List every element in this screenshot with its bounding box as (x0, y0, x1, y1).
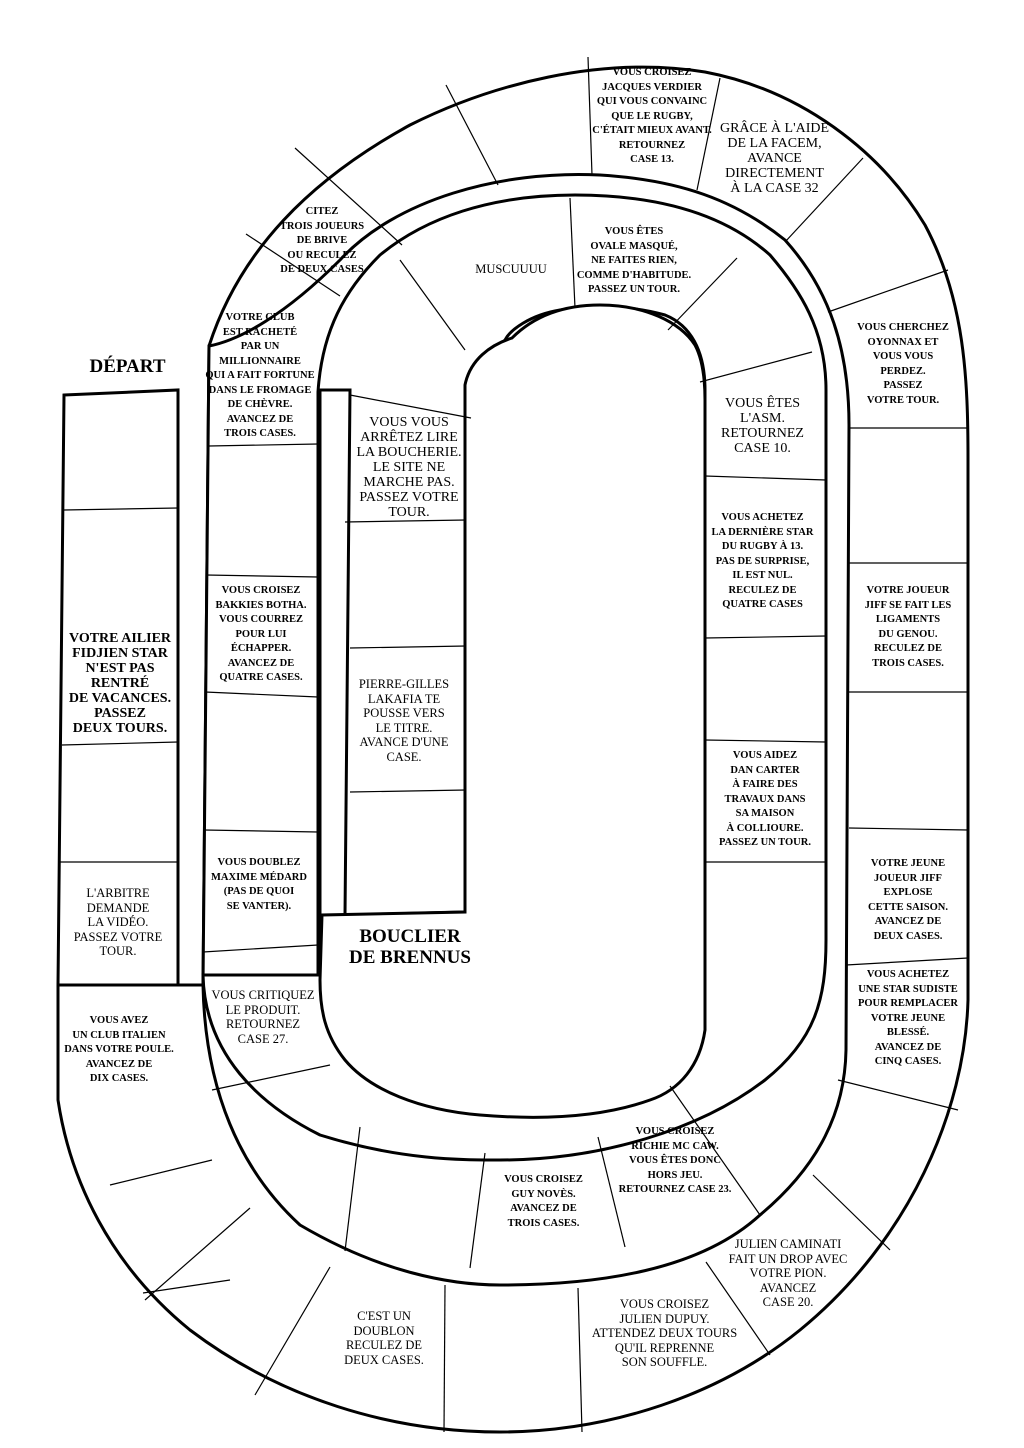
cell-jiff-ligaments[interactable]: VOTRE JOUEUR JIFF SE FAIT LES LIGAMENTS DU GENOU. RECULEZ DE TROIS CASES. (864, 585, 952, 669)
cell-julien-dupuy[interactable]: VOUS CROISEZ JULIEN DUPUY. ATTENDEZ DEUX TOURS QU'IL REPRENNE SON SOUFFLE. (591, 1297, 738, 1369)
cell-ovale-masque[interactable]: VOUS ÊTES OVALE MASQUÉ, NE FAITES RIEN, COMME D'HABITUDE. PASSEZ UN TOUR. (576, 226, 692, 295)
cell-ailier-fidjien[interactable]: VOTRE AILIER FIDJIEN STAR N'EST PAS RENTRÉ DE VACANCES. PASSEZ DEUX TOURS. (68, 631, 172, 736)
bouclier-label: BOUCLIER DE BRENNUS (349, 926, 471, 968)
cell-facem[interactable]: GRÂCE À L'AIDE DE LA FACEM, AVANCE DIRECTEMENT À LA CASE 32 (719, 121, 830, 196)
cell-critiquez-produit[interactable]: VOUS CRITIQUEZ LE PRODUIT. RETOURNEZ CASE 27. (211, 988, 315, 1046)
cell-club-italien[interactable]: VOUS AVEZ UN CLUB ITALIEN DANS VOTRE POULE. AVANCEZ DE DIX CASES. (64, 1015, 174, 1084)
cell-jacques-verdier[interactable]: VOUS CROISEZ JACQUES VERDIER QUI VOUS CONVAINC QUE LE RUGBY, C'ÉTAIT MIEUX AVANT. RETOURNEZ CASE 13. (592, 67, 712, 165)
cell-pierre-gilles[interactable]: PIERRE-GILLES LAKAFIA TE POUSSE VERS LE TITRE. AVANCE D'UNE CASE. (358, 677, 450, 764)
depart-label: DÉPART (89, 356, 166, 377)
cell-oyonnax[interactable]: VOUS CHERCHEZ OYONNAX ET VOUS VOUS PERDEZ. PASSEZ VOTRE TOUR. (857, 322, 949, 406)
cell-guy-noves[interactable]: VOUS CROISEZ GUY NOVÈS. AVANCEZ DE TROIS CASES. (504, 1174, 583, 1229)
cell-star-sudiste[interactable]: VOUS ACHETEZ UNE STAR SUDISTE POUR REMPLACER VOTRE JEUNE BLESSÉ. AVANCEZ DE CINQ CASES. (857, 969, 959, 1067)
cell-maxime-medard[interactable]: VOUS DOUBLEZ MAXIME MÉDARD (PAS DE QUOI SE VANTER). (211, 857, 307, 912)
cell-jeune-jiff[interactable]: VOTRE JEUNE JOUEUR JIFF EXPLOSE CETTE SAISON. AVANCEZ DE DEUX CASES. (868, 858, 948, 942)
cell-club-rachete[interactable]: VOTRE CLUB EST RACHETÉ PAR UN MILLIONNAIRE QUI A FAIT FORTUNE DANS LE FROMAGE DE CHÈVRE. AVANCEZ DE TROIS CASES. (205, 312, 315, 439)
cell-caminati[interactable]: JULIEN CAMINATI FAIT UN DROP AVEC VOTRE PION. AVANCEZ CASE 20. (728, 1237, 848, 1309)
cell-arbitre-video[interactable]: L'ARBITRE DEMANDE LA VIDÉO. PASSEZ VOTRE TOUR. (73, 886, 163, 958)
cell-asm[interactable]: VOUS ÊTES L'ASM. RETOURNEZ CASE 10. (721, 396, 804, 456)
cell-bakkies-botha[interactable]: VOUS CROISEZ BAKKIES BOTHA. VOUS COURREZ POUR LUI ÉCHAPPER. AVANCEZ DE QUATRE CASES. (215, 585, 307, 683)
cell-dan-carter[interactable]: VOUS AIDEZ DAN CARTER À FAIRE DES TRAVAUX DANS SA MAISON À COLLIOURE. PASSEZ UN TOUR. (719, 750, 811, 848)
cell-richie-mccaw[interactable]: VOUS CROISEZ RICHIE MC CAW. VOUS ÊTES DONC HORS JEU. RETOURNEZ CASE 23. (618, 1126, 732, 1195)
cell-trois-joueurs-brive[interactable]: CITEZ TROIS JOUEURS DE BRIVE OU RECULEZ DE DEUX CASES (279, 206, 365, 275)
cell-boucherie[interactable]: VOUS VOUS ARRÊTEZ LIRE LA BOUCHERIE. LE SITE NE MARCHE PAS. PASSEZ VOTRE TOUR. (356, 415, 462, 520)
cell-doublon[interactable]: C'EST UN DOUBLON RECULEZ DE DEUX CASES. (344, 1309, 424, 1367)
cell-derniere-star[interactable]: VOUS ACHETEZ LA DERNIÈRE STAR DU RUGBY À 13. PAS DE SURPRISE, IL EST NUL. RECULEZ DE QUATRE CASES (711, 512, 814, 610)
cell-muscuuuu[interactable]: MUSCUUUU (475, 262, 547, 276)
